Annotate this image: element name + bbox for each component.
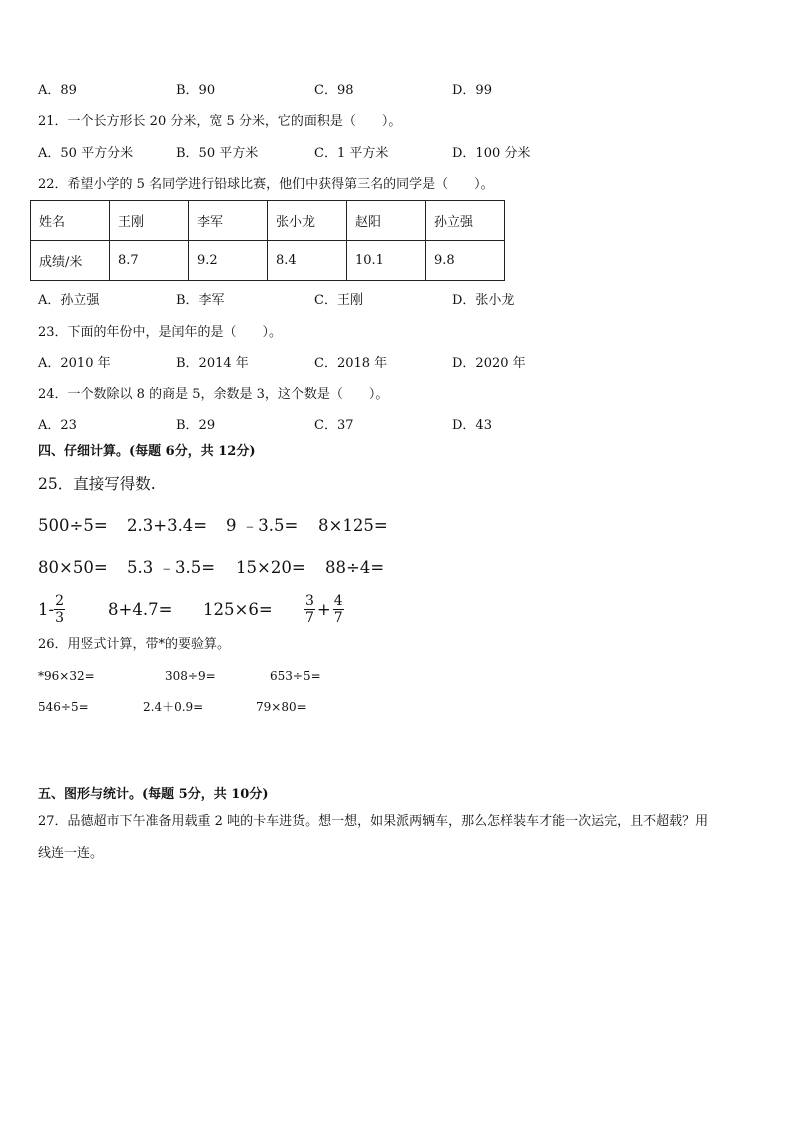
table-row [31,241,505,281]
q26-expr: 546÷5= [38,700,89,714]
q27-text-line2: 线连一连。 [38,846,104,861]
q25-expr [203,589,273,629]
plus-sign: + [316,599,331,619]
table-cell: 孙立强 [426,201,505,241]
q23-text: 23．下面的年份中，是闰年的是（ ）。 [38,325,283,340]
q26-expr: *96×32= [38,669,95,683]
q22-text: 22．希望小学的 5 名同学进行铅球比赛，他们中获得第三名的同学是（ ）。 [38,177,494,192]
q25-text: 25．直接写得数. [38,475,156,493]
q23-option-b: B．2014 年 [176,356,249,371]
table-cell: 姓名 [31,201,110,241]
fraction-denominator: 3 [55,609,64,626]
table-cell: 10.1 [347,241,426,281]
table-cell: 8.4 [268,241,347,281]
q21-option-a: A．50 平方分米 [38,146,134,161]
fraction [304,593,315,626]
q25-expr: 9 ﹣3.5= [226,516,299,535]
q22-option-c: C．王刚 [314,293,363,308]
fraction [54,593,65,626]
q26-text: 26．用竖式计算，带*的要验算。 [38,637,231,652]
fraction-numerator: 2 [55,592,64,609]
q24-text: 24．一个数除以 8 的商是 5，余数是 3，这个数是（ ）。 [38,387,389,402]
section-4-heading: 四、仔细计算。(每题 6分，共 12分) [38,444,256,459]
q25-expr: 80×50= [38,558,108,577]
q25-expr: 5.3 ﹣3.5= [127,558,216,577]
q25-expr: 500÷5= [38,516,108,535]
q25-expr-text: 125×6= [203,599,273,619]
q21-option-d: D．100 分米 [452,146,531,161]
q21-option-b: B．50 平方米 [176,146,259,161]
q22-option-b: B．李军 [176,293,225,308]
table-row [31,201,505,241]
q25-expr: 2.3+3.4= [127,516,208,535]
q24-option-b: B．29 [176,418,216,433]
table-cell: 9.2 [189,241,268,281]
table-cell: 张小龙 [268,201,347,241]
table-cell: 成绩/米 [31,241,110,281]
fraction-numerator: 3 [305,592,314,609]
q26-expr: 653÷5= [270,669,321,683]
q25-expr: 15×20= [236,558,306,577]
q24-option-c: C．37 [314,418,354,433]
q22-score-table [30,200,505,281]
q20-option-a: A．89 [38,83,77,98]
q25-expr: 8×125= [318,516,388,535]
q21-option-c: C．1 平方米 [314,146,389,161]
q25-fraction-expr [38,589,65,629]
q23-option-d: D．2020 年 [452,356,526,371]
table-cell: 李军 [189,201,268,241]
q26-expr: 308÷9= [165,669,216,683]
q25-fraction-sum [304,589,344,629]
section-5-heading: 五、图形与统计。(每题 5分，共 10分) [38,787,269,802]
table-cell: 王刚 [110,201,189,241]
q25-expr-prefix: 1- [38,599,55,619]
q20-option-b: B．90 [176,83,216,98]
q25-expr: 88÷4= [325,558,385,577]
q23-option-a: A．2010 年 [38,356,111,371]
q24-option-a: A．23 [38,418,77,433]
q25-expr-text: 8+4.7= [108,599,173,619]
fraction [333,593,344,626]
q22-option-a: A．孙立强 [38,293,100,308]
q26-expr: 79×80= [256,700,307,714]
fraction-denominator: 7 [333,609,343,626]
q25-expr [108,589,172,629]
q27-text-line1: 27．品德超市下午准备用载重 2 吨的卡车进货。想一想，如果派两辆车，那么怎样装车才能一次运完，且不超载？用 [38,814,709,829]
q24-option-d: D．43 [452,418,492,433]
table-cell: 赵阳 [347,201,426,241]
fraction-denominator: 7 [305,609,314,626]
q21-text: 21．一个长方形长 20 分米，宽 5 分米，它的面积是（ ）。 [38,114,402,129]
table-cell: 8.7 [110,241,189,281]
table-cell: 9.8 [426,241,505,281]
q20-option-d: D．99 [452,83,492,98]
fraction-numerator: 4 [333,592,343,609]
q22-option-d: D．张小龙 [452,293,515,308]
q23-option-c: C．2018 年 [314,356,388,371]
q20-option-c: C．98 [314,83,354,98]
q26-expr: 2.4＋0.9= [143,700,204,714]
